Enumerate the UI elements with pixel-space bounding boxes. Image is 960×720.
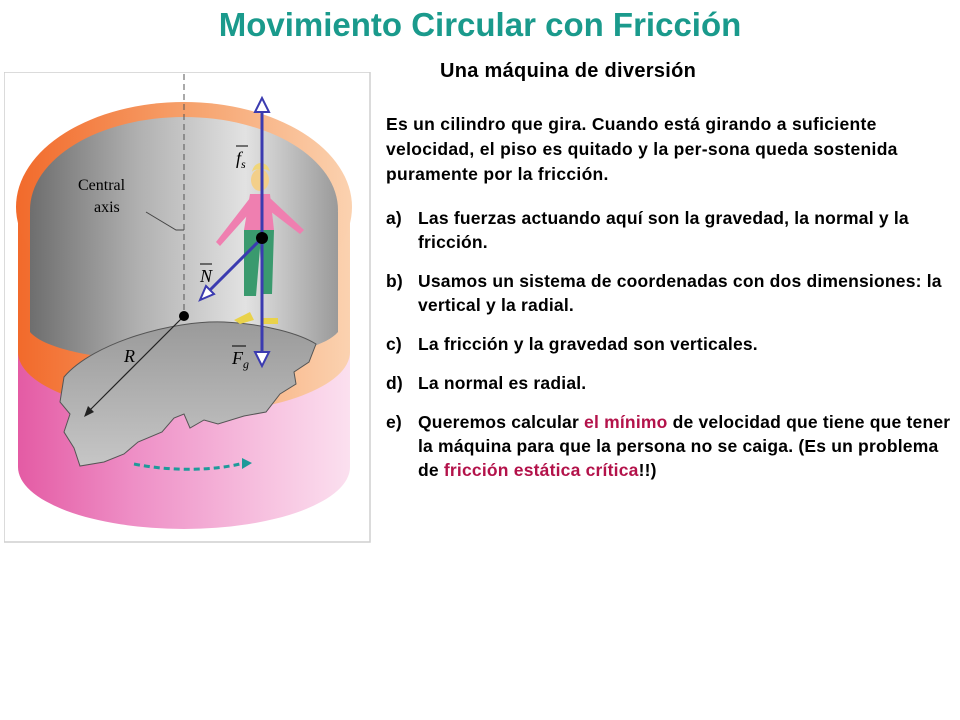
list-item — [386, 371, 956, 395]
list-item-text: La normal es radial. — [418, 373, 587, 393]
list-item-text: Usamos un sistema de coordenadas con dos dimensiones: la vertical y la radial. — [418, 271, 942, 315]
central-axis-label-2: axis — [94, 199, 120, 216]
list-marker: c) — [386, 334, 402, 354]
list-item-text: Las fuerzas actuando aquí son la gravedad, la normal y la fricción. — [418, 208, 909, 252]
list-item — [386, 269, 956, 317]
list-item — [386, 332, 956, 356]
list-marker: e) — [386, 412, 402, 432]
axis-center-dot — [179, 311, 189, 321]
central-axis-label: Central — [78, 177, 126, 194]
highlight-minimum: el mínimo — [584, 412, 668, 432]
normal-label: N — [200, 266, 213, 286]
list-item-text: La fricción y la gravedad son verticales. — [418, 334, 758, 354]
slide-title: Movimiento Circular con Fricción — [218, 6, 742, 43]
gravity-label-main: F — [232, 348, 243, 368]
friction-label-main: f — [236, 148, 242, 168]
friction-label-sub: s — [241, 157, 246, 171]
rotor-illustration — [4, 72, 372, 544]
list-item — [386, 206, 956, 254]
list-marker: b) — [386, 271, 403, 291]
intro-paragraph: Es un cilindro que gira. Cuando está girando a suficiente velocidad, el piso es quitado y la per-sona queda sostenida puramente por la fricción. — [386, 114, 898, 184]
list-item-text: !!) — [638, 460, 657, 480]
gravity-label-sub: g — [243, 357, 249, 371]
rotor-diagram — [4, 72, 372, 544]
list-marker: d) — [386, 373, 403, 393]
highlight-critical-friction: fricción estática crítica — [443, 460, 639, 480]
slide-subtitle: Una máquina de diversión — [440, 60, 697, 82]
bullet-list — [386, 206, 956, 497]
list-item — [386, 410, 956, 482]
list-item-text: Queremos calcular — [418, 412, 585, 432]
radius-label: R — [124, 346, 135, 366]
rider-center-dot — [256, 232, 268, 244]
list-item-text: de velocidad que tiene que tener la máquina para que la persona no se caiga. (Es un problema de — [418, 412, 951, 480]
list-marker: a) — [386, 208, 402, 228]
